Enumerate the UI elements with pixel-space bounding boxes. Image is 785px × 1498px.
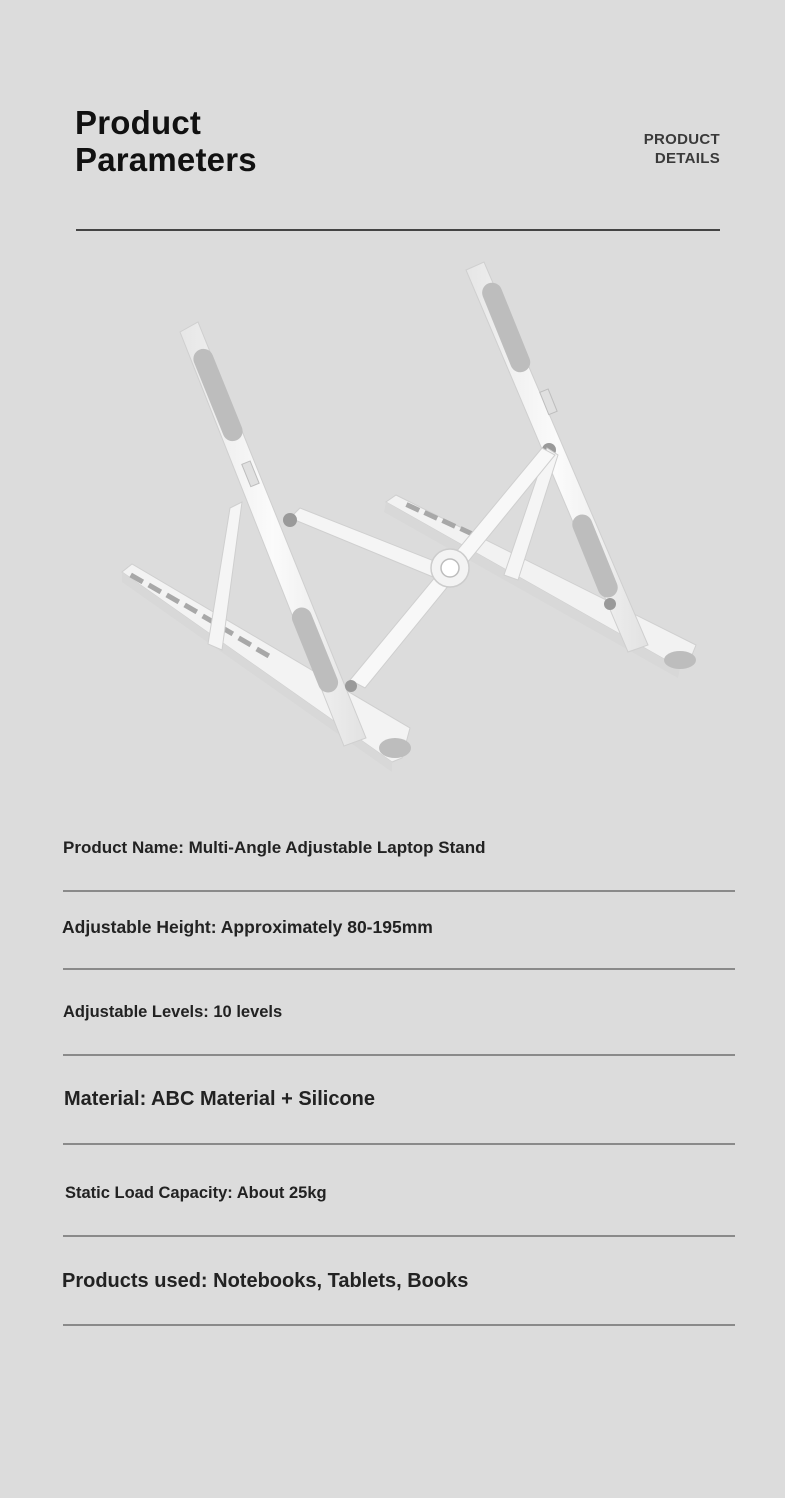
row-divider <box>63 890 735 892</box>
header-divider <box>76 229 720 231</box>
row-divider <box>63 1054 735 1056</box>
laptop-stand-image <box>100 250 700 790</box>
subtitle-line-1: PRODUCT <box>643 131 720 148</box>
param-products-used: Products used: Notebooks, Tablets, Books <box>62 1270 469 1292</box>
param-material: Material: ABC Material + Silicone <box>64 1088 376 1110</box>
subtitle-line-2: DETAILS <box>654 150 720 167</box>
param-product-name: Product Name: Multi-Angle Adjustable Laptop Stand <box>63 838 486 857</box>
page-title <box>75 104 257 178</box>
title-line-2: Parameters <box>75 141 257 178</box>
param-adjustable-levels: Adjustable Levels: 10 levels <box>63 1003 283 1021</box>
param-adjustable-height: Adjustable Height: Approximately 80-195mm <box>62 917 433 937</box>
title-line-1: Product <box>75 104 202 141</box>
param-static-load-capacity: Static Load Capacity: About 25kg <box>65 1184 327 1202</box>
row-divider <box>63 1324 735 1326</box>
row-divider <box>63 968 735 970</box>
row-divider <box>63 1143 735 1145</box>
row-divider <box>63 1235 735 1237</box>
section-subtitle <box>644 130 720 168</box>
